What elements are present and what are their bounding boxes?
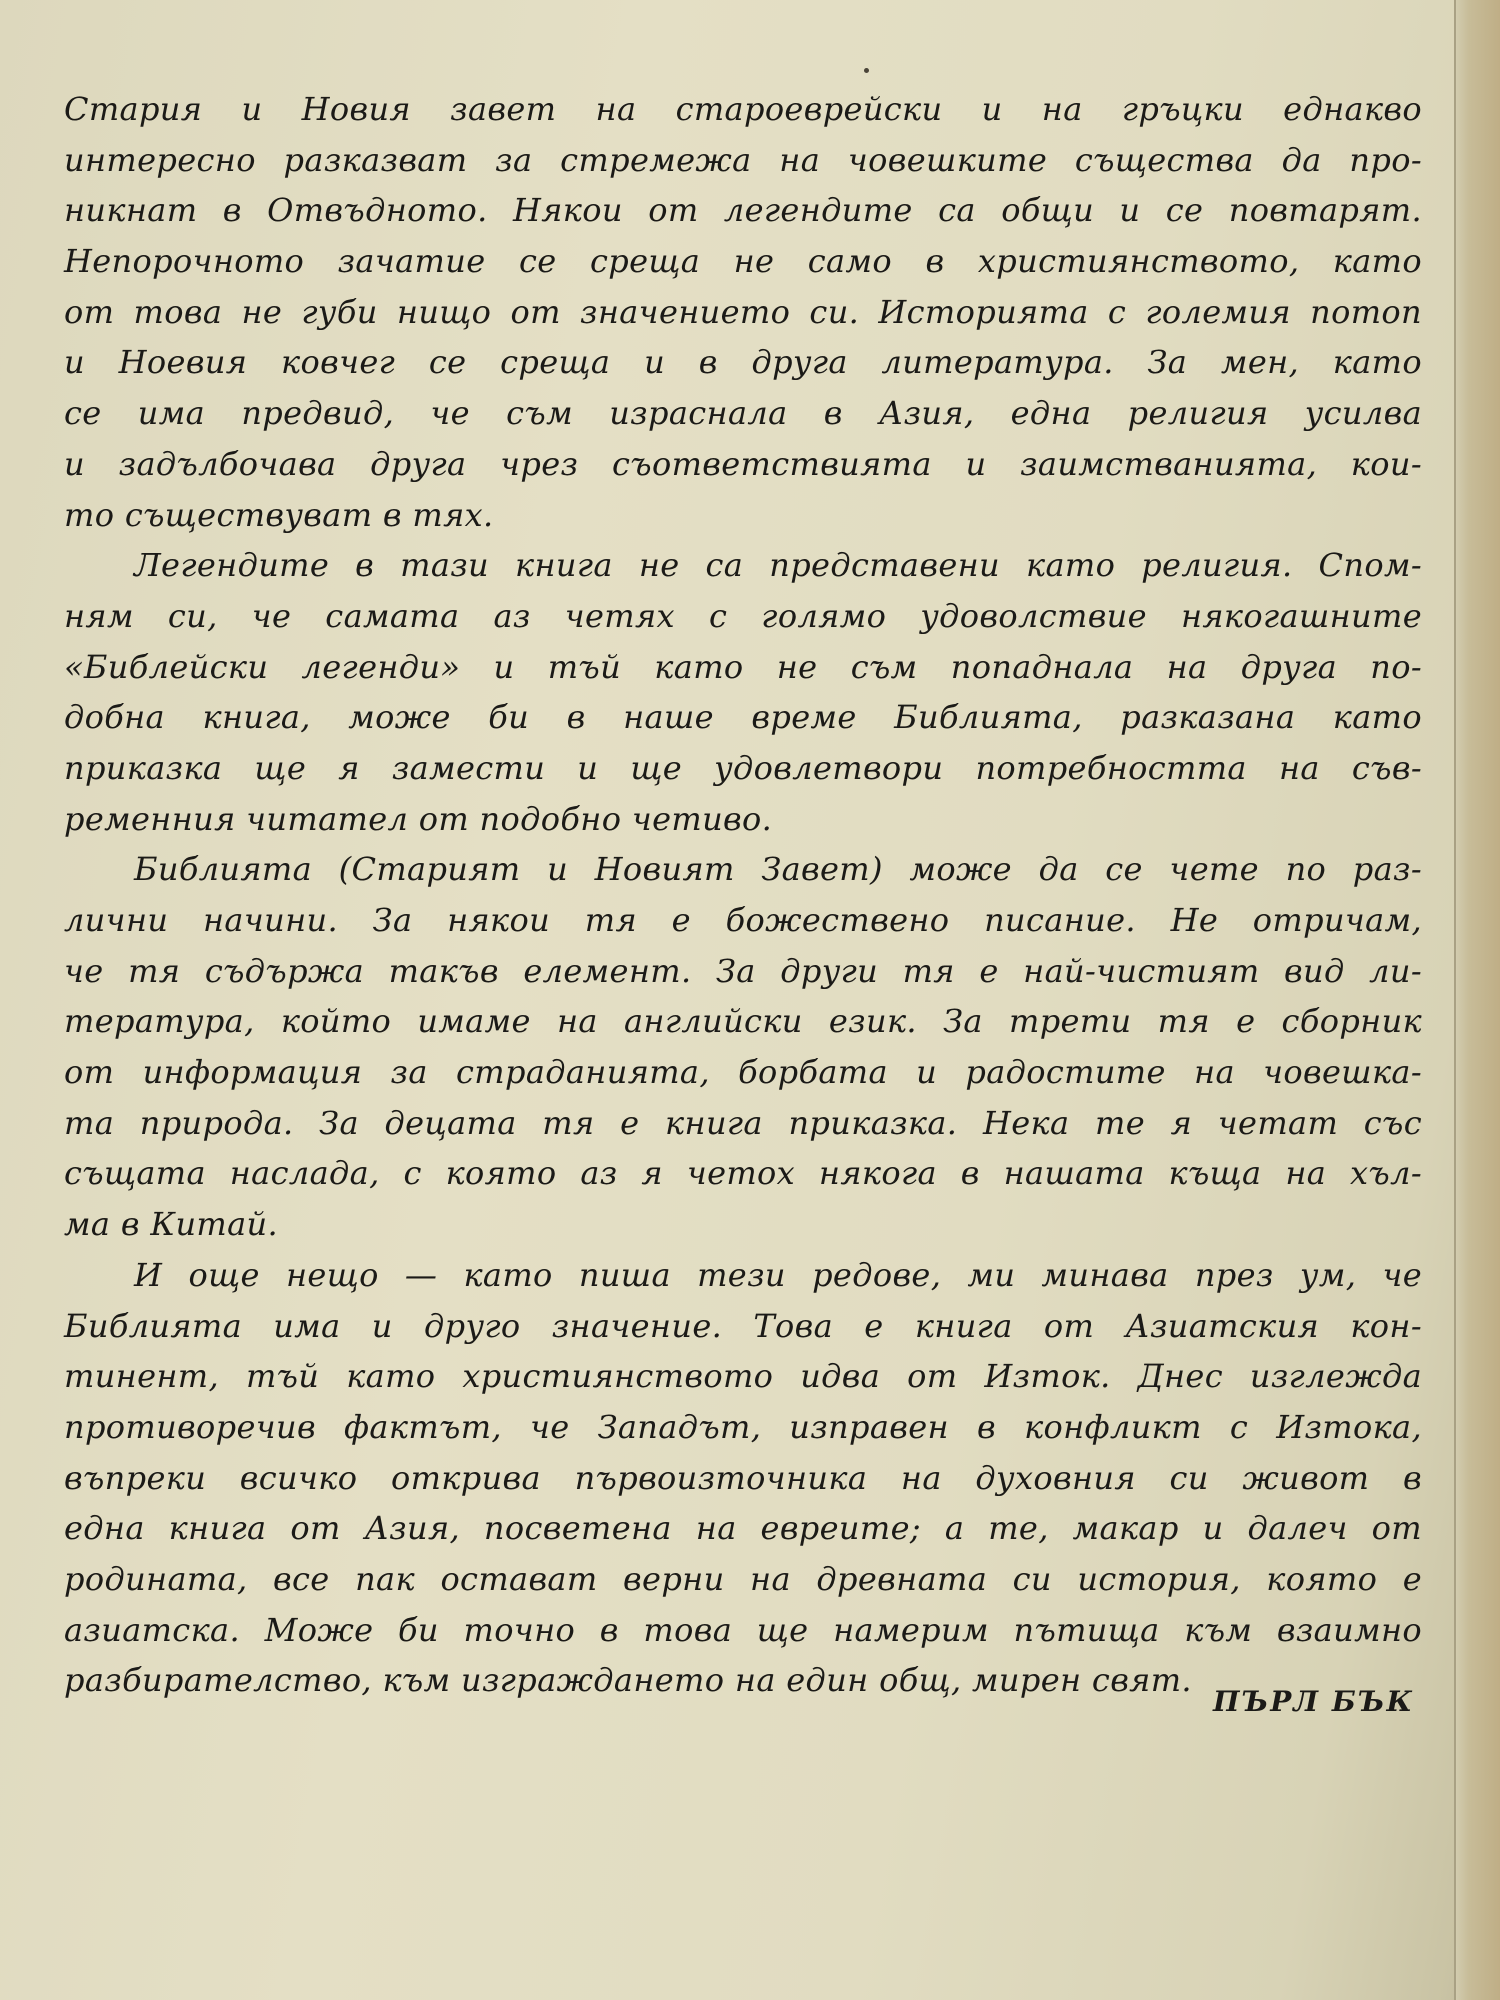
- text-line: та природа. За децата тя е книга приказка. Нека те я четат със: [64, 1103, 1422, 1142]
- text-line: се има предвид, че съм израснала в Азия, една религия усилва: [64, 394, 1422, 433]
- text-line: «Библейски легенди» и тъй като не съм попаднала на друга по-: [64, 647, 1422, 686]
- text-line: Библията има и друго значение. Това е книга от Азиатския кон-: [64, 1306, 1422, 1345]
- text-line: добна книга, може би в наше време Библията, разказана като: [64, 698, 1422, 737]
- text-line: ням си, че самата аз четях с голямо удоволствие някогашните: [64, 596, 1422, 635]
- text-line: и задълбочава друга чрез съответствията и заимстванията, кои-: [64, 444, 1422, 483]
- text-line: приказка ще я замести и ще удовлетвори потребността на съв-: [64, 748, 1422, 787]
- text-line: противоречив фактът, че Западът, изправен в конфликт с Изтока,: [64, 1407, 1422, 1446]
- text-line: че тя съдържа такъв елемент. За други тя е най-чистият вид ли-: [64, 951, 1422, 990]
- text-line: Легендите в тази книга не са представени като религия. Спом-: [134, 546, 1422, 585]
- text-line: Стария и Новия завет на староеврейски и на гръцки еднакво: [64, 90, 1422, 128]
- text-line: разбирателство, към изграждането на един общ, мирен свят.: [64, 1661, 1192, 1700]
- text-line: лични начини. За някои тя е божествено писание. Не отричам,: [64, 901, 1422, 939]
- text-line: ма в Китай.: [64, 1205, 279, 1244]
- text-line: родината, все пак остават верни на древната си история, която е: [64, 1559, 1422, 1598]
- text-line: азиатска. Може би точно в това ще намерим пътища към взаимно: [64, 1610, 1422, 1649]
- author-signature: ПЪРЛ БЪК: [1213, 1685, 1414, 1718]
- book-spine-edge: [1454, 0, 1500, 2000]
- text-line: то съществуват в тях.: [64, 495, 494, 534]
- text-line: въпреки всичко открива първоизточника на духовния си живот в: [64, 1458, 1422, 1497]
- ink-speck: [864, 68, 869, 73]
- text-line: от това не губи нищо от значението си. Историята с големия потоп: [64, 292, 1422, 331]
- text-line: интересно разказват за стремежа на човешките същества да про-: [64, 140, 1422, 179]
- text-line: от информация за страданията, борбата и радостите на човешка-: [64, 1053, 1422, 1092]
- text-line: Непорочното зачатие се среща не само в християнството, като: [64, 242, 1422, 281]
- text-line: една книга от Азия, посветена на евреите; а те, макар и далеч от: [64, 1509, 1422, 1548]
- preface-text: [64, 84, 1422, 1706]
- text-line: и Ноевия ковчег се среща и в друга литература. За мен, като: [64, 343, 1422, 382]
- text-line: тинент, тъй като християнството идва от Изток. Днес изглежда: [64, 1357, 1422, 1396]
- text-line: И още нещо — като пиша тези редове, ми минава през ум, че: [134, 1255, 1422, 1294]
- text-line: тература, който имаме на английски език. За трети тя е сборник: [64, 1002, 1422, 1041]
- text-line: ременния читател от подобно четиво.: [64, 799, 773, 838]
- text-line: никнат в Отвъдното. Някои от легендите са общи и се повтарят.: [64, 191, 1422, 230]
- text-line: Библията (Старият и Новият Завет) може да се чете по раз-: [134, 850, 1422, 889]
- text-line: същата наслада, с която аз я четох някога в нашата къща на хъл-: [64, 1154, 1422, 1193]
